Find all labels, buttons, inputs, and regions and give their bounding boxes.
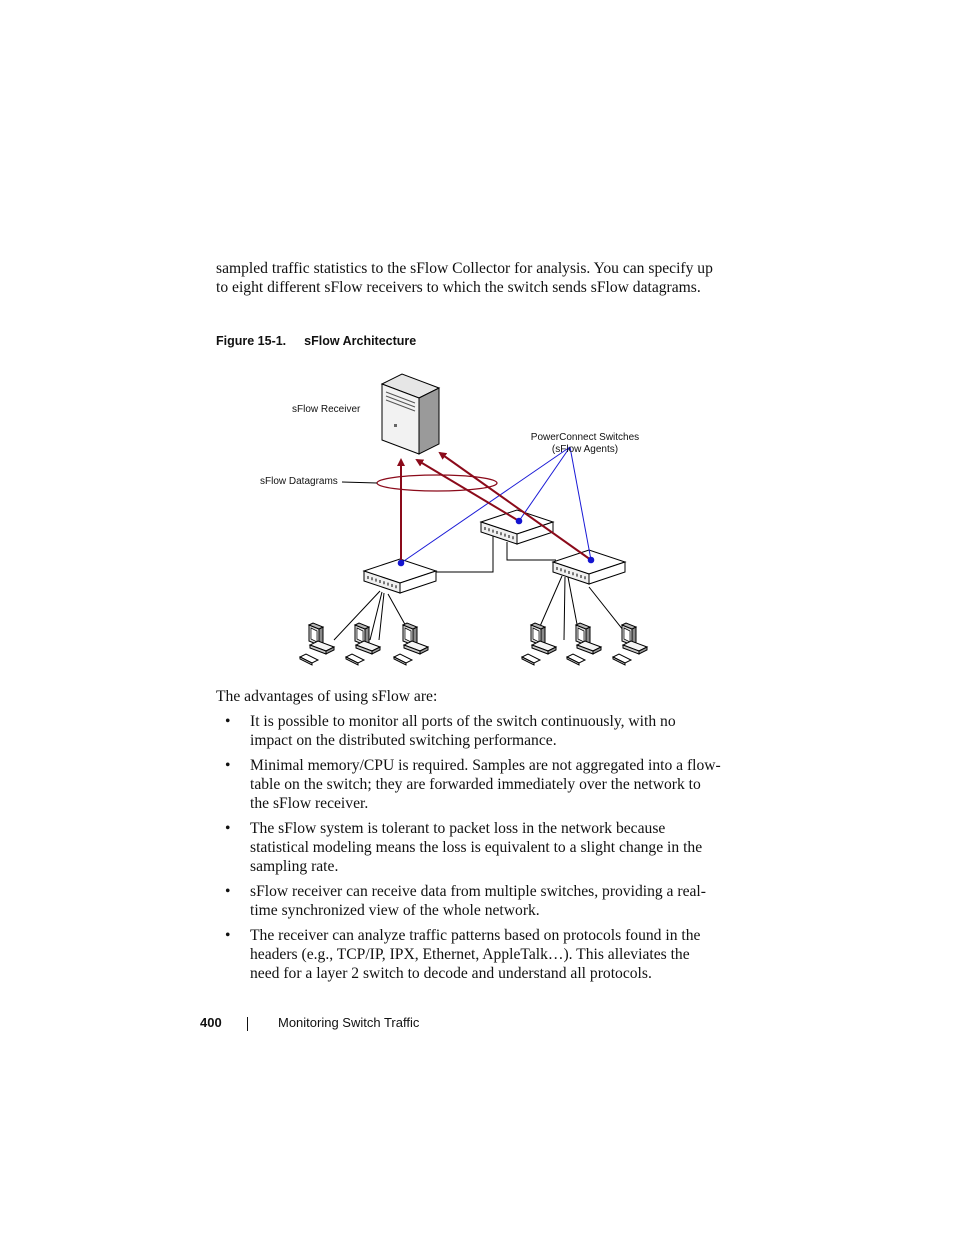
sflow-agents-label: (sFlow Agents)	[551, 444, 619, 455]
figure-number: Figure 15-1.	[216, 334, 287, 348]
agent-pointer-lines	[401, 447, 591, 563]
workstation-icon	[567, 623, 601, 665]
sflow-architecture-diagram	[250, 362, 680, 687]
list-item: • It is possible to monitor all ports of the switch continuously, with no impact on the distributed switching performance.	[225, 713, 676, 749]
figure-title: sFlow Architecture	[304, 334, 417, 348]
list-item: • sFlow receiver can receive data from multiple switches, providing a real-time synchronized view of the whole network.	[225, 883, 706, 919]
workstation-icon	[613, 623, 647, 665]
sflow-datagrams-label: sFlow Datagrams	[260, 476, 338, 487]
list-item: • Minimal memory/CPU is required. Samples are not aggregated into a flow-table on the switch; they are forwarded immediately over the network to the sFlow receiver.	[225, 757, 721, 812]
sflow-datagrams-ellipse	[377, 475, 497, 491]
powerconnect-switches-label: PowerConnect Switches	[530, 432, 640, 443]
workstation-icon	[522, 623, 556, 665]
advantages-list	[216, 712, 721, 989]
figure-caption	[216, 334, 416, 348]
footer-section-title: Monitoring Switch Traffic	[278, 1015, 420, 1030]
list-item-text: The receiver can analyze traffic patterns based on protocols found in the headers (e.g., TCP/IP, IPX, Ethernet, AppleTalk…). This alleviates the need for a layer 2 switch to decode and understand all protocols.	[250, 927, 701, 982]
datagrams-label-leader	[342, 482, 377, 483]
page-number: 400	[200, 1015, 222, 1030]
switch-middle-icon	[481, 510, 553, 544]
list-item: • The receiver can analyze traffic patterns based on protocols found in the headers (e.g., TCP/IP, IPX, Ethernet, AppleTalk…). This alleviates the need for a layer 2 switch to decode and understand all protocols.	[225, 927, 701, 982]
workstation-icon	[346, 623, 380, 665]
sflow-receiver-server-icon	[382, 374, 439, 454]
datagram-arrows	[401, 453, 591, 563]
workstation-icon	[300, 623, 334, 665]
list-item: • The sFlow system is tolerant to packet loss in the network because statistical modeling means the loss is equivalent to a slight change in the sampling rate.	[225, 820, 703, 875]
footer-divider	[247, 1017, 248, 1031]
list-item-text: The sFlow system is tolerant to packet loss in the network because statistical modeling means the loss is equivalent to a slight change in the sampling rate.	[250, 820, 703, 875]
list-item-text: Minimal memory/CPU is required. Samples are not aggregated into a flow-table on the switch; they are forwarded immediately over the network to the sFlow receiver.	[250, 757, 721, 812]
sflow-receiver-label: sFlow Receiver	[292, 404, 361, 415]
intro-paragraph: sampled traffic statistics to the sFlow Collector for analysis. You can specify up to eight different sFlow receivers to which the switch sends sFlow datagrams.	[216, 260, 713, 296]
switch-right-icon	[553, 550, 625, 584]
workstation-icon	[394, 623, 428, 665]
advantages-intro: The advantages of using sFlow are:	[216, 688, 438, 705]
list-item-text: It is possible to monitor all ports of the switch continuously, with no impact on the distributed switching performance.	[250, 713, 676, 749]
list-item-text: sFlow receiver can receive data from multiple switches, providing a real-time synchronized view of the whole network.	[250, 883, 706, 919]
